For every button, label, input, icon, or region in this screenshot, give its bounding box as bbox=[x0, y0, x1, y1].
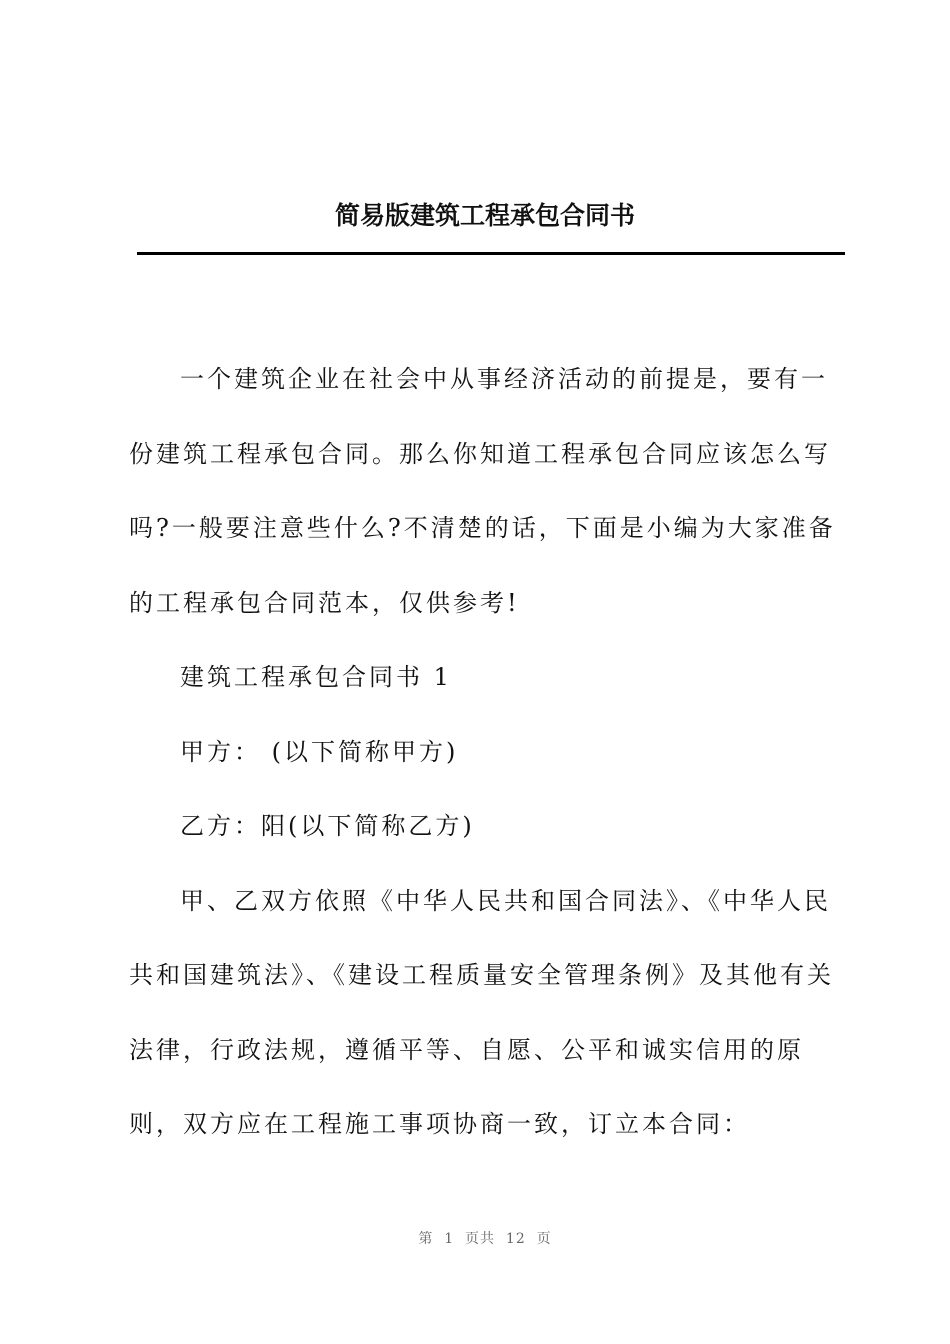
party-a-line: 甲方： (以下简称甲方) bbox=[180, 737, 459, 766]
title-underline bbox=[137, 252, 845, 255]
agreement-paragraph: 甲、乙双方依照《中华人民共和国合同法》、《中华人民共和国建筑法》、《建设工程质量安全管理条例》及其他有关法律，行政法规，遵循平等、自愿、公平和诚实信用的原则，双方应在工程施工事项协商一致，订立本合同： bbox=[129, 886, 834, 1138]
document-body bbox=[129, 342, 849, 1162]
contract-heading: 建筑工程承包合同书 1 bbox=[180, 663, 452, 691]
document-title: 简易版建筑工程承包合同书 bbox=[334, 201, 635, 230]
party-b-line: 乙方：阳(以下简称乙方) bbox=[180, 812, 475, 840]
intro-paragraph: 一个建筑企业在社会中从事经济活动的前提是，要有一份建筑工程承包合同。那么你知道工程承包合同应该怎么写吗?一般要注意些什么?不清楚的话，下面是小编为大家准备的工程承包合同范本，仅供参考! bbox=[129, 365, 836, 617]
page-footer: 第 1 页共 12 页 bbox=[418, 1231, 552, 1247]
